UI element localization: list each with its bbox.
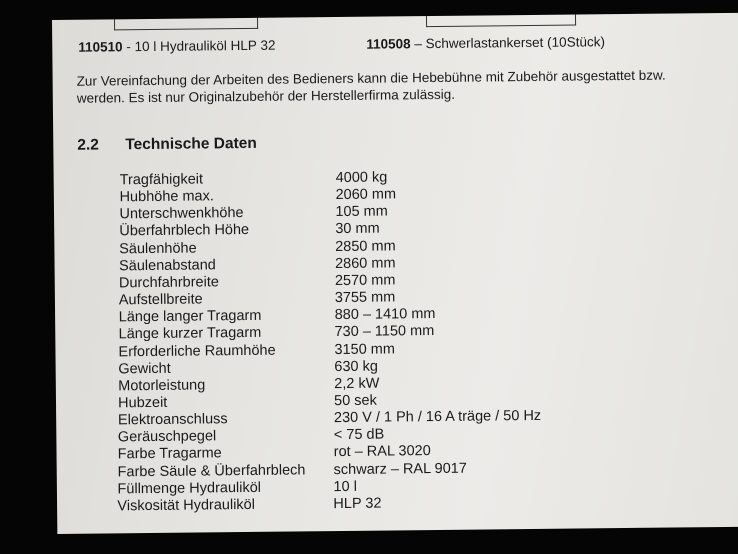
spec-value: 880 – 1410 mm bbox=[334, 306, 436, 324]
spec-label: Elektroanschluss bbox=[117, 411, 228, 429]
spec-value: 2850 mm bbox=[335, 238, 396, 255]
spec-label: Geräuschpegel bbox=[117, 428, 217, 446]
spec-value: 105 mm bbox=[335, 203, 388, 221]
spec-label: Unterschwenkhöhe bbox=[119, 205, 244, 223]
section-title: Technische Daten bbox=[125, 134, 257, 154]
spec-value: 730 – 1150 mm bbox=[334, 323, 435, 341]
spec-value: HLP 32 bbox=[333, 495, 382, 512]
spec-label: Motorleistung bbox=[118, 377, 206, 395]
spec-label: Säulenhöhe bbox=[119, 240, 197, 257]
spec-label: Säulenabstand bbox=[118, 257, 216, 275]
intro-line: werden. Es ist nur Originalzubehör der Herstellerfirma zulässig. bbox=[76, 86, 456, 106]
spec-label: Farbe Tragarme bbox=[117, 445, 222, 463]
spec-label: Füllmenge Hydrauliköl bbox=[117, 479, 262, 498]
spec-value: schwarz – RAL 9017 bbox=[333, 460, 467, 478]
accessory-description: - 10 l Hydrauliköl HLP 32 bbox=[122, 37, 276, 55]
spec-label: Durchfahrbreite bbox=[118, 274, 219, 292]
accessory-description: – Schwerlastankerset (10Stück) bbox=[410, 34, 605, 52]
spec-label: Gewicht bbox=[118, 360, 171, 377]
spec-label: Hubzeit bbox=[118, 394, 168, 412]
spec-value: 2060 mm bbox=[335, 186, 397, 204]
spec-value: 630 kg bbox=[334, 358, 378, 375]
spec-value: 4000 kg bbox=[335, 169, 388, 187]
spec-value: 10 l bbox=[333, 478, 357, 495]
spec-label: Viskosität Hydrauliköl bbox=[117, 496, 256, 515]
spec-value: 2860 mm bbox=[334, 255, 396, 272]
spec-value: 30 mm bbox=[335, 221, 380, 238]
spec-table bbox=[52, 13, 738, 534]
intro-line: Zur Vereinfachung der Arbeiten des Bedieners kann die Hebebühne mit Zubehör ausgestattet bzw. bbox=[76, 67, 666, 89]
spec-label: Erforderliche Raumhöhe bbox=[118, 342, 276, 360]
document-page bbox=[52, 13, 738, 534]
section-number: 2.2 bbox=[77, 136, 99, 154]
spec-label: Überfahrblech Höhe bbox=[119, 222, 250, 240]
spec-label: Länge langer Tragarm bbox=[118, 308, 262, 326]
spec-label: Tragfähigkeit bbox=[119, 171, 204, 189]
spec-label: Aufstellbreite bbox=[118, 291, 203, 309]
spec-label: Länge kurzer Tragarm bbox=[118, 325, 262, 343]
spec-value: 3755 mm bbox=[334, 289, 396, 307]
spec-value: 50 sek bbox=[334, 392, 377, 410]
spec-value: 2570 mm bbox=[334, 272, 396, 289]
spec-value: rot – RAL 3020 bbox=[333, 443, 431, 461]
spec-value: < 75 dB bbox=[333, 426, 385, 444]
spec-value: 230 V / 1 Ph / 16 A träge / 50 Hz bbox=[333, 407, 542, 427]
spec-value: 3150 mm bbox=[334, 340, 396, 358]
spec-label: Hubhöhe max. bbox=[119, 188, 214, 206]
spec-value: 2,2 kW bbox=[334, 375, 380, 392]
spec-label: Farbe Säule & Überfahrblech bbox=[117, 461, 306, 480]
accessory-code: 110510 bbox=[78, 39, 123, 55]
accessory-code: 110508 bbox=[366, 36, 411, 52]
